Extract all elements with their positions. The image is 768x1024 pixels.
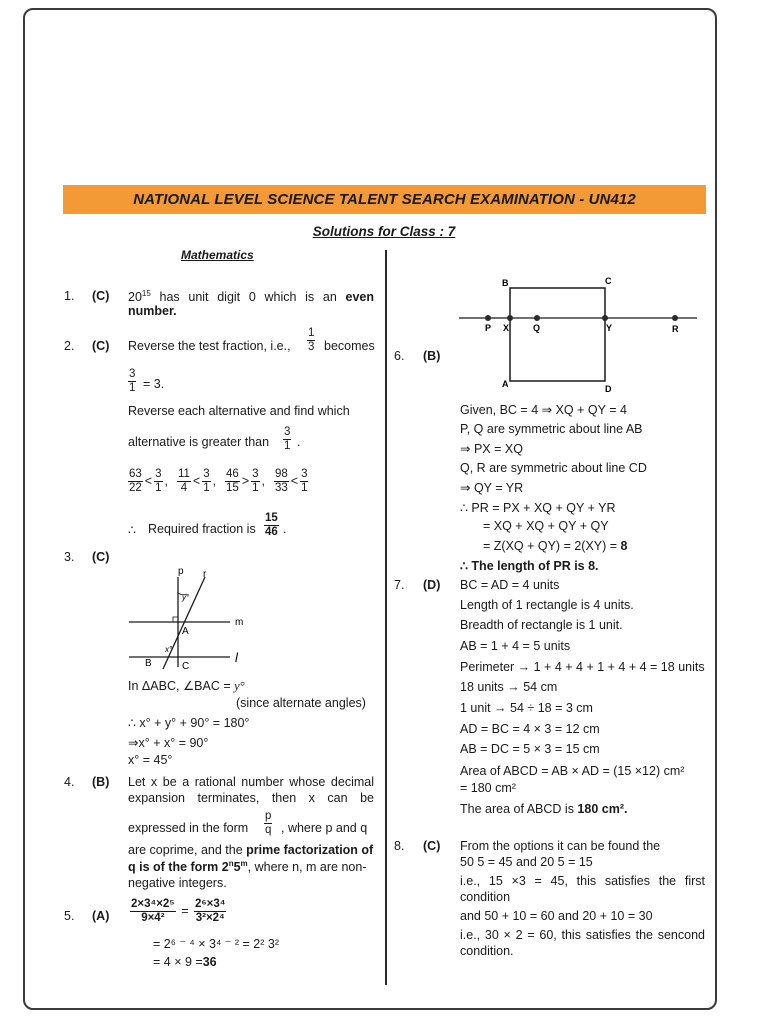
svg-text:y°: y°	[182, 593, 190, 602]
exam-title: NATIONAL LEVEL SCIENCE TALENT SEARCH EXAMINATION - UN412	[133, 191, 636, 208]
svg-text:Q: Q	[533, 323, 541, 333]
svg-text:P: P	[485, 323, 492, 333]
svg-text:C: C	[182, 661, 190, 672]
svg-text:A: A	[182, 626, 189, 637]
svg-text:X: X	[503, 323, 510, 333]
svg-text:l: l	[235, 650, 238, 665]
svg-text:D: D	[605, 384, 612, 394]
svg-text:B: B	[502, 278, 509, 288]
svg-text:r: r	[203, 569, 207, 580]
solutions-subtitle: Solutions for Class : 7	[312, 224, 456, 239]
rectangle-line-diagram	[455, 272, 705, 397]
parallel-lines-diagram	[125, 563, 255, 675]
svg-text:B: B	[145, 658, 152, 669]
exam-title-banner	[63, 185, 706, 214]
svg-text:Y: Y	[606, 323, 613, 333]
svg-text:A: A	[502, 379, 509, 389]
svg-text:m: m	[235, 617, 244, 628]
column-divider	[385, 250, 387, 985]
svg-text:C: C	[605, 276, 612, 286]
svg-text:R: R	[672, 324, 679, 334]
svg-text:x°: x°	[165, 645, 173, 654]
svg-text:p: p	[178, 566, 184, 577]
subject-heading: Mathematics	[181, 248, 254, 262]
comparison-line: $\frac{63}{22}$ < $\frac{3}{1}$ , $\frac{11}{4}$ < $\frac{3}{1}$ , $\frac{46}{15}$ > $\frac{3}{1}$ , $\frac{98}{33}$ < $\frac{3}{1}$	[129, 468, 308, 494]
